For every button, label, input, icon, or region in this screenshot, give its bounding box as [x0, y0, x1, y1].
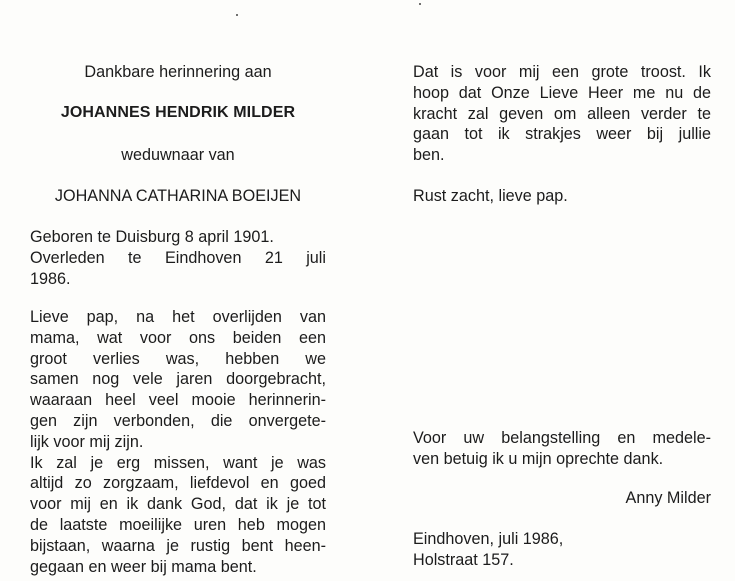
- text-line: Ik zal je erg missen, want je was: [30, 453, 326, 472]
- text-line: Lieve pap, na het overlijden van: [30, 308, 326, 326]
- place-date: Eindhoven, juli 1986,: [413, 530, 564, 548]
- print-speck: [72, 544, 74, 546]
- spouse-name: JOHANNA CATHARINA BOEIJEN: [54, 187, 302, 205]
- intro-text: Dankbare herinnering aan: [84, 63, 272, 81]
- text-line: hoop dat Onze Lieve Heer me nu de: [413, 83, 711, 102]
- text-line: Voor uw belangstelling en medele-: [413, 429, 711, 447]
- address: Holstraat 157.: [413, 551, 514, 569]
- text-line: groot verlies was, hebben we: [30, 349, 326, 368]
- text-line: gen zijn verbonden, die onvergete-: [30, 411, 326, 430]
- text-line: ben.: [413, 146, 445, 165]
- deceased-name: JOHANNES HENDRIK MILDER: [60, 104, 296, 121]
- farewell-text: Rust zacht, lieve pap.: [413, 187, 568, 205]
- print-speck: [419, 3, 421, 5]
- signature: Anny Milder: [625, 489, 711, 507]
- text-line: Dat is voor mij een grote troost. Ik: [413, 63, 711, 81]
- text-line: lijk voor mij zijn.: [30, 432, 144, 451]
- text-line: voor mij en ik dank God, dat ik je tot: [30, 495, 326, 514]
- relation-text: weduwnaar van: [121, 146, 235, 164]
- text-line: bijstaan, waarna je rustig bent heen-: [30, 536, 326, 555]
- text-line: altijd zo zorgzaam, liefdevol en goed: [30, 474, 326, 493]
- text-line: waaraan heel veel mooie herinnerin-: [30, 391, 326, 410]
- text-line: gaan tot ik strakjes weer bij jullie: [413, 125, 711, 144]
- thanks-block: [413, 428, 711, 470]
- born-died-block: [30, 227, 326, 289]
- text-line: gegaan en weer bij mama bent.: [30, 557, 257, 576]
- text-line: kracht zal geven om alleen verder te: [413, 104, 711, 123]
- text-line: samen nog vele jaren doorgebracht,: [30, 370, 326, 389]
- message-continuation: [413, 62, 711, 166]
- text-line: de laatste moeilijke uren heb mogen: [30, 515, 326, 534]
- print-speck: [236, 14, 238, 16]
- message-block: [30, 307, 326, 577]
- text-line: mama, wat voor ons beiden een: [30, 328, 326, 347]
- text-line: 1986.: [30, 269, 71, 288]
- text-line: Overleden te Eindhoven 21 juli: [30, 248, 326, 267]
- text-line: Geboren te Duisburg 8 april 1901.: [30, 228, 274, 246]
- text-line: ven betuig ik u mijn oprechte dank.: [413, 449, 664, 468]
